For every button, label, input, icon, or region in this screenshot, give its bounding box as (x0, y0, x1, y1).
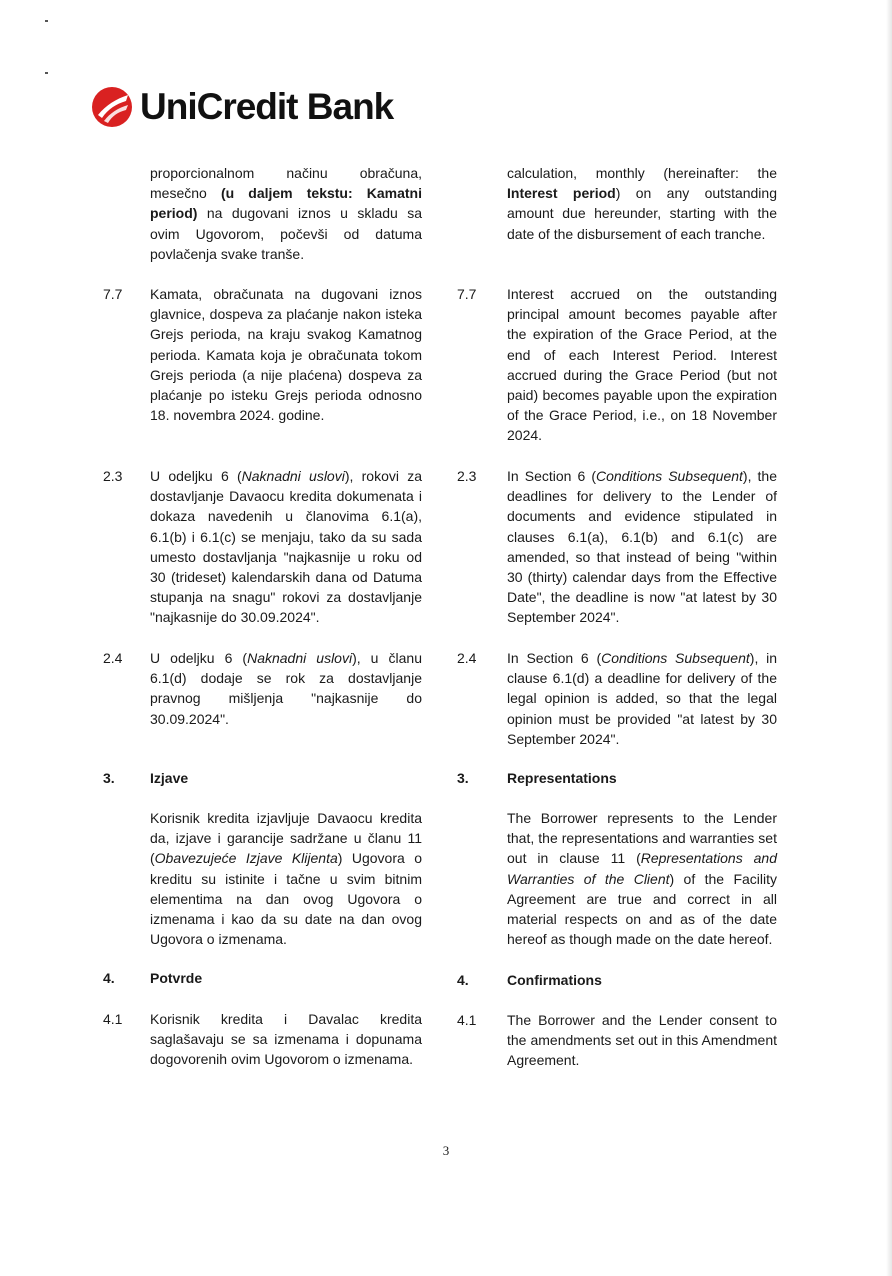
clause-number: 2.4 (103, 650, 123, 666)
clause-number: 2.3 (457, 468, 477, 484)
clause-4-1-left: Korisnik kredita i Davalac kredita saglašavaju se sa izmenama i dopunama dogovorenih ovim Ugovorom o izmenama. (150, 1011, 422, 1068)
clause-2-3-left: U odeljku 6 (Naknadni uslovi), rokovi za dostavljanje Davaocu kredita dokumenata i dokaza navedenih u članovima 6.1(a), 6.1(b) i 6.1(c) se menjaju, tako da su sada umesto dostavljanja "najkasnije u roku od 30 (trideset) kalendarskih dana od Datuma stupanja na snagu" rokovi za dostavljanje "najkasnije do 30.09.2024". (150, 468, 422, 626)
scan-mark (45, 72, 48, 74)
clause-7-7-right: Interest accrued on the outstanding principal amount becomes payable after the expiration of the Grace Period, at the end of each Interest Period. Interest accrued during the Grace Period (but not paid) becomes payable upon the expiration of the Grace Period, i.e., on 18 November 2024. (507, 286, 777, 444)
clause-number: 2.3 (103, 468, 123, 484)
clause-number: 4.1 (457, 1012, 477, 1028)
section-number: 3. (457, 770, 469, 786)
intro-left: proporcionalnom načinu obračuna, mesečno (u daljem tekstu: Kamatni period) na dugovani iznos u skladu sa ovim Ugovorom, počevši od datuma povlačenja svake tranše. (150, 165, 422, 262)
section-number: 4. (457, 972, 469, 988)
clause-2-4-left: U odeljku 6 (Naknadni uslovi), u članu 6.1(d) dodaje se rok za dostavljanje pravnog mišljenja "najkasnije do 30.09.2024". (150, 650, 422, 727)
scan-mark (45, 20, 48, 22)
section-title: Representations (507, 770, 617, 786)
section-title: Izjave (150, 770, 189, 786)
clause-number: 2.4 (457, 650, 477, 666)
clause-4-1-right: The Borrower and the Lender consent to the amendments set out in this Amendment Agreement. (507, 1012, 777, 1069)
intro-right: calculation, monthly (hereinafter: the Interest period) on any outstanding amount due hereunder, starting with the date of the disbursement of each tranche. (507, 165, 777, 242)
clause-number: 7.7 (457, 286, 477, 302)
brand-name: UniCredit Bank (140, 86, 394, 127)
section-title: Confirmations (507, 972, 602, 988)
section-number: 3. (103, 770, 115, 786)
section-3-left: Korisnik kredita izjavljuje Davaocu kredita da, izjave i garancije sadržane u članu 11 (Obavezujeće Izjave Klijenta) Ugovora o kreditu su istinite i tačne u svim bitnim elementima na dan ovog Ugovora o izmenama i kao da su date na dan ovog Ugovora o izmenama. (150, 810, 422, 948)
clause-2-4-right: In Section 6 (Conditions Subsequent), in clause 6.1(d) a deadline for delivery of the legal opinion is added, so that the legal opinion must be provided "at latest by 30 September 2024". (507, 650, 777, 747)
section-title: Potvrde (150, 970, 203, 986)
clause-number: 4.1 (103, 1011, 123, 1027)
unicredit-emblem-icon (90, 85, 134, 129)
page-number: 3 (442, 1143, 450, 1158)
clause-2-3-right: In Section 6 (Conditions Subsequent), the deadlines for delivery to the Lender of documents and evidence stipulated in clauses 6.1(a), 6.1(b) and 6.1(c) are amended, so that instead of being "within 30 (thirty) calendar days from the Effective Date", the deadline is now "at latest by 30 September 2024". (507, 468, 777, 626)
clause-number: 7.7 (103, 286, 123, 302)
clause-7-7-left: Kamata, obračunata na dugovani iznos glavnice, dospeva za plaćanje nakon isteka Grejs perioda, na kraju svakog Kamatnog perioda. Kamata koja je obračunata tokom Grejs perioda (a nije plaćena) dospeva za plaćanje po isteku Grejs perioda odnosno 18. novembra 2024. godine. (150, 286, 422, 424)
scan-edge (886, 0, 892, 1276)
section-3-right: The Borrower represents to the Lender that, the representations and warranties set out in clause 11 (Representations and Warranties of the Client) of the Facility Agreement are true and correct in all material respects on and as of the date hereof as though made on the date hereof. (507, 810, 777, 948)
section-number: 4. (103, 970, 115, 986)
unicredit-logo (90, 84, 393, 130)
